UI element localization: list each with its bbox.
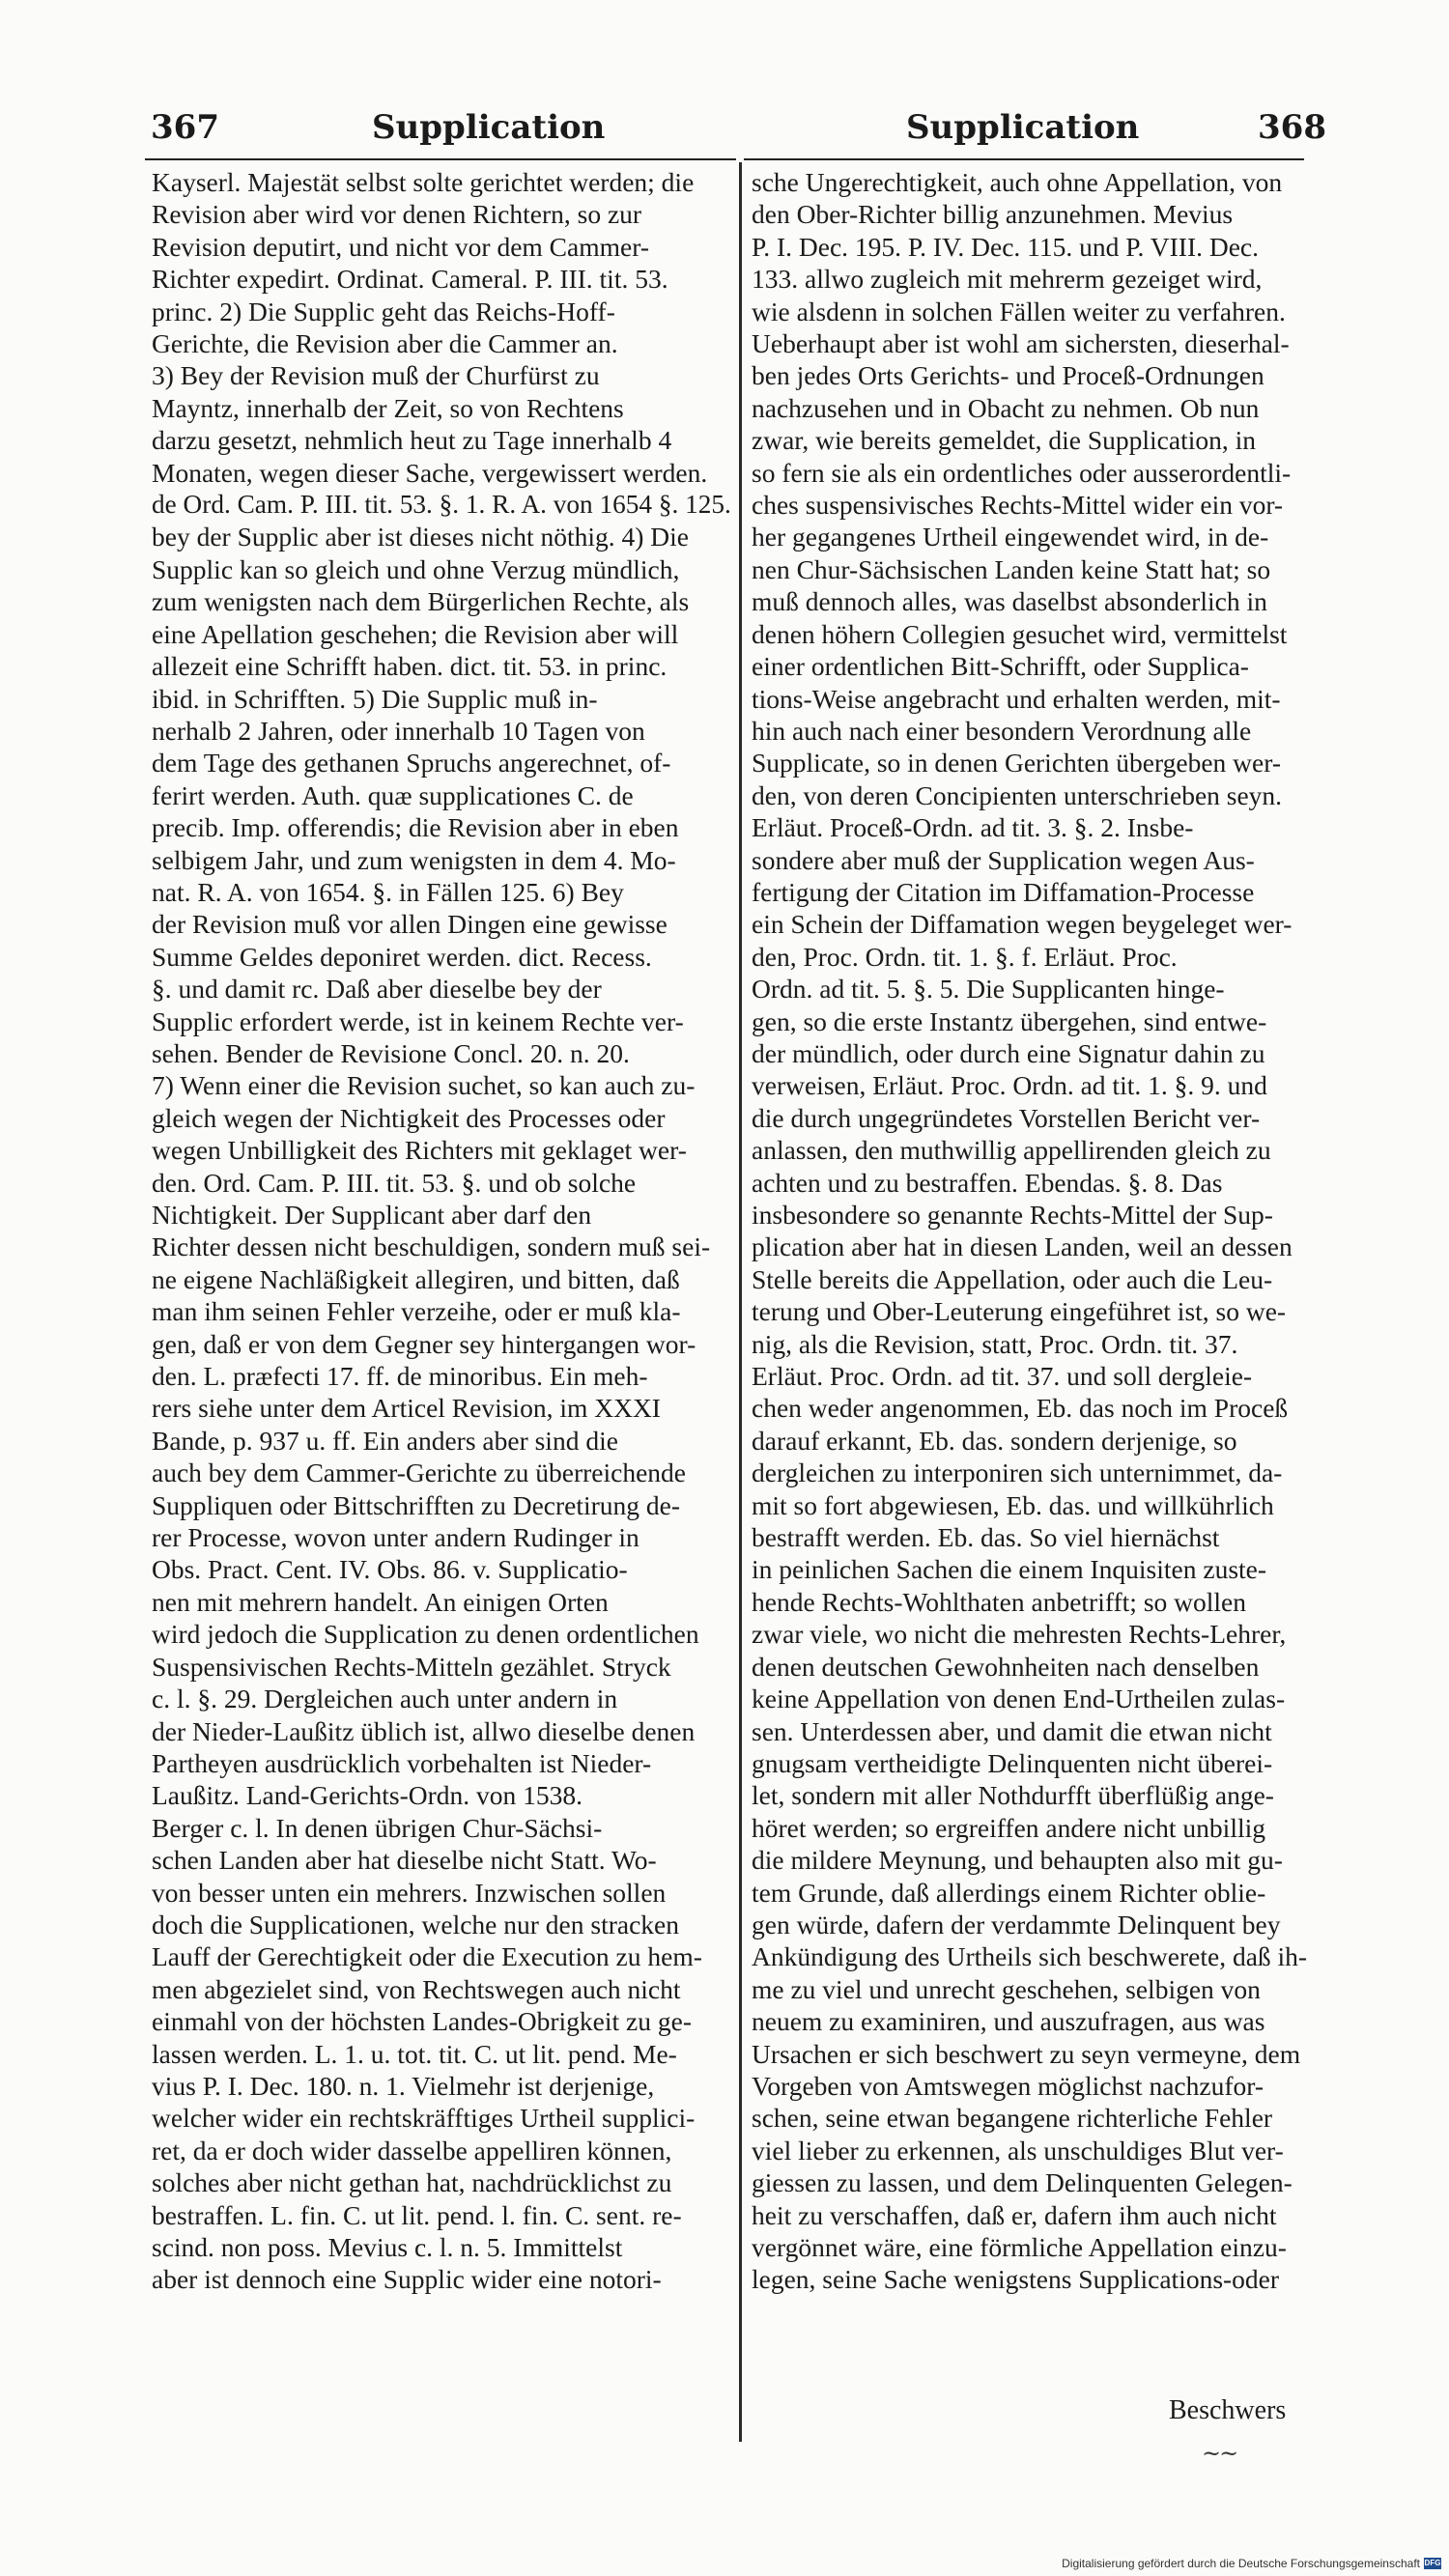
text-line: keine Appellation von denen End-Urtheilen zulas- xyxy=(752,1684,1286,1714)
text-line: denen höhern Collegien gesuchet wird, vermittelst xyxy=(752,618,1288,649)
text-line: nachzusehen und in Obacht zu nehmen. Ob nun xyxy=(752,392,1260,423)
text-line: her gegangenes Urtheil eingewendet wird, in de- xyxy=(752,522,1269,552)
text-line: bey der Supplic aber ist dieses nicht nöthig. 4) Die xyxy=(152,522,689,552)
text-line: mit so fort abgewiesen, Eb. das. und willkührlich xyxy=(752,1489,1274,1520)
text-column-left xyxy=(152,166,731,2296)
text-line: Berger c. l. In denen übrigen Chur-Sächsi- xyxy=(152,1812,603,1843)
text-line: solches aber nicht gethan hat, nachdrücklichst zu xyxy=(152,2167,672,2198)
text-line: c. l. §. 29. Dergleichen auch unter andern in xyxy=(152,1684,618,1714)
text-line: nen Chur-Sächsischen Landen keine Statt hat; so xyxy=(752,553,1271,584)
text-line: gleich wegen der Nichtigkeit des Processes oder xyxy=(152,1102,666,1133)
text-line: zwar, wie bereits gemeldet, die Supplication, in xyxy=(752,425,1257,456)
text-line: nen mit mehrern handelt. An einigen Orten xyxy=(152,1586,609,1617)
text-line: sche Ungerechtigkeit, auch ohne Appellation, von xyxy=(752,167,1283,197)
text-line: 133. allwo zugleich mit mehrerm gezeiget wird, xyxy=(752,264,1263,295)
text-line: Erläut. Proceß-Ordn. ad tit. 3. §. 2. Insbe- xyxy=(752,812,1194,843)
text-line: selbigem Jahr, und zum wenigsten in dem 4. Mo- xyxy=(152,844,676,875)
text-line: der Revision muß vor allen Dingen eine gewisse xyxy=(152,909,668,940)
catchword: Beschwers xyxy=(1169,2395,1287,2425)
text-line: welcher wider ein rechtskräfftiges Urtheil supplici- xyxy=(152,2103,696,2134)
text-line: P. I. Dec. 195. P. IV. Dec. 115. und P. VIII. Dec. xyxy=(752,231,1259,262)
text-line: verweisen, Erläut. Proc. Ordn. ad tit. 1. §. 9. und xyxy=(752,1070,1267,1101)
text-line: bestraffen. L. fin. C. ut lit. pend. l. fin. C. sent. re- xyxy=(152,2199,682,2230)
text-column-right xyxy=(752,166,1312,2296)
text-line: Ueberhaupt aber ist wohl am sichersten, dieserhal- xyxy=(752,328,1290,359)
text-line: ferirt werden. Auth. quæ supplicationes C. de xyxy=(152,779,634,810)
text-line: neuem zu examiniren, und auszufragen, aus was xyxy=(752,2006,1265,2037)
text-line: nerhalb 2 Jahren, oder innerhalb 10 Tagen von xyxy=(152,715,645,746)
text-line: in peinlichen Sachen die einem Inquisiten zuste- xyxy=(752,1554,1267,1585)
text-line: wird jedoch die Supplication zu denen ordentlichen xyxy=(152,1619,699,1650)
text-line: die durch ungegründetes Vorstellen Bericht ver- xyxy=(752,1102,1261,1133)
text-line: eine Apellation geschehen; die Revision aber will xyxy=(152,618,679,649)
text-line: dergleichen zu interponiren sich unternimmet, da- xyxy=(752,1458,1283,1488)
text-line: let, sondern mit aller Nothdurfft überflüßig ange- xyxy=(752,1780,1274,1811)
text-line: Kayserl. Majestät selbst solte gerichtet werden; die xyxy=(152,167,695,197)
text-line: Supplicate, so in denen Gerichten übergeben wer- xyxy=(752,748,1281,778)
text-line: men abgezielet sind, von Rechtswegen auch nicht xyxy=(152,1973,681,2004)
text-line: fertigung der Citation im Diffamation-Processe xyxy=(752,876,1255,907)
text-line: schen Landen aber hat dieselbe nicht Statt. Wo- xyxy=(152,1845,657,1876)
text-line: ches suspensivisches Rechts-Mittel wider ein vor- xyxy=(752,490,1284,521)
text-line: schen, seine etwan begangene richterliche Fehler xyxy=(752,2103,1273,2134)
text-line: viel lieber zu erkennen, als unschuldiges Blut ver- xyxy=(752,2135,1284,2166)
text-line: Revision deputirt, und nicht vor dem Cammer- xyxy=(152,231,649,262)
footer-text: Digitalisierung gefördert durch die Deutsche Forschungsgemeinschaft xyxy=(1062,2557,1420,2570)
text-line: chen weder angenommen, Eb. das noch im Proceß xyxy=(752,1393,1289,1424)
text-line: auch bey dem Cammer-Gerichte zu überreichende xyxy=(152,1458,686,1488)
digitization-footer xyxy=(1062,2557,1441,2570)
text-line: gen würde, dafern der verdammte Delinquent bey xyxy=(752,1909,1281,1939)
text-line: Partheyen ausdrücklich vorbehalten ist Nieder- xyxy=(152,1747,652,1778)
text-line: einer ordentlichen Bitt-Schrifft, oder Supplica- xyxy=(752,651,1249,682)
text-line: precib. Imp. offerendis; die Revision aber in eben xyxy=(152,812,679,843)
text-line: giessen zu lassen, und dem Delinquenten Gelegen- xyxy=(752,2167,1293,2198)
text-line: hin auch nach einer besondern Verordnung alle xyxy=(752,715,1252,746)
text-line: Richter dessen nicht beschuldigen, sondern muß sei- xyxy=(152,1231,711,1262)
text-line: Richter expedirt. Ordinat. Cameral. P. III. tit. 53. xyxy=(152,264,668,295)
text-line: denen deutschen Gewohnheiten nach denselben xyxy=(752,1651,1260,1682)
text-line: wie alsdenn in solchen Fällen weiter zu verfahren. xyxy=(752,296,1286,326)
text-line: anlassen, den muthwillig appellirenden gleich zu xyxy=(752,1135,1271,1166)
column-separator xyxy=(739,162,742,2442)
text-line: aber ist dennoch eine Supplic wider eine notori- xyxy=(152,2264,662,2295)
text-line: den Ober-Richter billig anzunehmen. Mevius xyxy=(752,199,1234,230)
text-line: Stelle bereits die Appellation, oder auch die Leu- xyxy=(752,1263,1273,1294)
text-line: einmahl von der höchsten Landes-Obrigkeit zu ge- xyxy=(152,2006,692,2037)
page-number-right: 368 xyxy=(1258,108,1326,147)
text-line: terung und Ober-Leuterung eingeführet ist, so we- xyxy=(752,1296,1287,1327)
text-line: darauf erkannt, Eb. das. sondern derjenige, so xyxy=(752,1425,1237,1456)
text-line: gnugsam vertheidigte Delinquenten nicht überei- xyxy=(752,1747,1273,1778)
text-line: lassen werden. L. 1. u. tot. tit. C. ut lit. pend. Me- xyxy=(152,2038,677,2069)
text-line: sen. Unterdessen aber, und damit die etwan nicht xyxy=(752,1715,1272,1746)
text-line: vergönnet wäre, eine förmliche Appellation einzu- xyxy=(752,2232,1287,2262)
text-line: Monaten, wegen dieser Sache, vergewissert werden. xyxy=(152,457,708,488)
text-line: bestrafft werden. Eb. das. So viel hiernächst xyxy=(752,1522,1220,1553)
text-line: rers siehe unter dem Articel Revision, im XXXI xyxy=(152,1393,661,1424)
text-line: Erläut. Proc. Ordn. ad tit. 37. und soll dergleie- xyxy=(752,1361,1253,1392)
header-rule-right xyxy=(744,158,1304,160)
text-line: darzu gesetzt, nehmlich heut zu Tage innerhalb 4 xyxy=(152,425,672,456)
text-line: achten und zu bestraffen. Ebendas. §. 8. Das xyxy=(752,1167,1223,1198)
text-line: me zu viel und unrecht geschehen, selbigen von xyxy=(752,1973,1261,2004)
text-line: den, Proc. Ordn. tit. 1. §. f. Erläut. Proc. xyxy=(752,941,1178,972)
text-line: plication aber hat in diesen Landen, weil an dessen xyxy=(752,1231,1293,1262)
text-line: sehen. Bender de Revisione Concl. 20. n. 20. xyxy=(152,1037,630,1068)
text-line: Suspensivischen Rechts-Mitteln gezählet. Stryck xyxy=(152,1651,671,1682)
text-line: hende Rechts-Wohlthaten anbetrifft; so wollen xyxy=(752,1586,1246,1617)
text-line: Supplic kan so gleich und ohne Verzug mündlich, xyxy=(152,553,680,584)
text-line: Ordn. ad tit. 5. §. 5. Die Supplicanten hinge- xyxy=(752,974,1225,1005)
text-line: Ankündigung des Urtheils sich beschwerete, daß ih- xyxy=(752,1941,1308,1972)
text-line: nig, als die Revision, statt, Proc. Ordn. tit. 37. xyxy=(752,1328,1238,1359)
text-line: den. Ord. Cam. P. III. tit. 53. §. und ob solche xyxy=(152,1167,637,1198)
text-line: rer Processe, wovon unter andern Rudinger in xyxy=(152,1522,639,1553)
text-line: scind. non poss. Mevius c. l. n. 5. Immittelst xyxy=(152,2232,623,2262)
text-line: ne eigene Nachläßigkeit allegiren, und bitten, daß xyxy=(152,1263,680,1294)
dfg-logo: DFG xyxy=(1424,2559,1441,2567)
text-line: höret werden; so ergreiffen andere nicht unbillig xyxy=(752,1812,1265,1843)
text-line: muß dennoch alles, was daselbst absonderlich in xyxy=(752,586,1267,617)
text-line: Laußitz. Land-Gerichts-Ordn. von 1538. xyxy=(152,1780,582,1811)
text-line: der Nieder-Laußitz üblich ist, allwo dieselbe denen xyxy=(152,1715,696,1746)
text-line: insbesondere so genannte Rechts-Mittel der Sup- xyxy=(752,1200,1273,1230)
text-line: §. und damit rc. Daß aber dieselbe bey der xyxy=(152,974,602,1005)
text-line: nat. R. A. von 1654. §. in Fällen 125. 6) Bey xyxy=(152,876,624,907)
text-line: von besser unten ein mehrers. Inzwischen sollen xyxy=(152,1877,667,1908)
text-line: Ursachen er sich beschwert zu seyn vermeyne, dem xyxy=(752,2038,1301,2069)
text-line: der mündlich, oder durch eine Signatur dahin zu xyxy=(752,1037,1265,1068)
text-line: heit zu verschaffen, daß er, dafern ihm auch nicht xyxy=(752,2199,1277,2230)
text-line: ret, da er doch wider dasselbe appelliren können, xyxy=(152,2135,672,2166)
text-line: Supplic erfordert werde, ist in keinem Rechte ver- xyxy=(152,1005,684,1036)
text-line: Bande, p. 937 u. ff. Ein anders aber sind die xyxy=(152,1425,618,1456)
text-line: 3) Bey der Revision muß der Churfürst zu xyxy=(152,360,600,391)
text-line: Vorgeben von Amtswegen möglichst nachzufor- xyxy=(752,2070,1264,2101)
text-line: gen, so die erste Instantz übergehen, sind entwe- xyxy=(752,1005,1267,1036)
text-line: princ. 2) Die Supplic geht das Reichs-Hoff- xyxy=(152,296,615,326)
tailpiece-ornament: ~~ xyxy=(1202,2440,1237,2467)
text-line: Nichtigkeit. Der Supplicant aber darf den xyxy=(152,1200,592,1230)
text-line: Suppliquen oder Bittschrifften zu Decretirung de- xyxy=(152,1489,681,1520)
text-line: den, von deren Concipienten unterschrieben seyn. xyxy=(752,779,1283,810)
text-line: man ihm seinen Fehler verzeihe, oder er muß kla- xyxy=(152,1296,681,1327)
text-line: Lauff der Gerechtigkeit oder die Execution zu hem- xyxy=(152,1941,702,1972)
text-line: zum wenigsten nach dem Bürgerlichen Rechte, als xyxy=(152,586,690,617)
running-head-right: Supplication xyxy=(906,108,1140,147)
running-head-left: Supplication xyxy=(372,108,606,147)
text-line: Revision aber wird vor denen Richtern, so zur xyxy=(152,199,642,230)
text-line: doch die Supplicationen, welche nur den stracken xyxy=(152,1909,679,1939)
text-line: ibid. in Schrifften. 5) Die Supplic muß in- xyxy=(152,683,598,714)
text-line: legen, seine Sache wenigstens Supplications-oder xyxy=(752,2264,1280,2295)
text-line: gen, daß er von dem Gegner sey hintergangen wor- xyxy=(152,1328,696,1359)
text-line: Mayntz, innerhalb der Zeit, so von Rechtens xyxy=(152,392,624,423)
text-line: dem Tage des gethanen Spruchs angerechnet, of- xyxy=(152,748,671,778)
text-line: so fern sie als ein ordentliches oder ausserordentli- xyxy=(752,457,1292,488)
text-line: Obs. Pract. Cent. IV. Obs. 86. v. Supplicatio- xyxy=(152,1554,628,1585)
text-line: ben jedes Orts Gerichts- und Proceß-Ordnungen xyxy=(752,360,1264,391)
text-line: Summe Geldes deponiret werden. dict. Recess. xyxy=(152,941,652,972)
text-line: tem Grunde, daß allerdings einem Richter oblie- xyxy=(752,1877,1266,1908)
text-line: Gerichte, die Revision aber die Cammer an. xyxy=(152,328,618,359)
text-line: die mildere Meynung, und behaupten also mit gu- xyxy=(752,1845,1283,1876)
text-line: zwar viele, wo nicht die mehresten Rechts-Lehrer, xyxy=(752,1619,1287,1650)
text-line: wegen Unbilligkeit des Richters mit geklaget wer- xyxy=(152,1135,687,1166)
text-line: allezeit eine Schrifft haben. dict. tit. 53. in princ. xyxy=(152,651,668,682)
page-number-left: 367 xyxy=(151,108,219,147)
text-line: tions-Weise angebracht und erhalten werden, mit- xyxy=(752,683,1281,714)
text-line: sondere aber muß der Supplication wegen Aus- xyxy=(752,844,1255,875)
text-line: ein Schein der Diffamation wegen beygeleget wer- xyxy=(752,909,1293,940)
header-rule-left xyxy=(145,158,736,160)
text-line: vius P. I. Dec. 180. n. 1. Vielmehr ist derjenige, xyxy=(152,2070,655,2101)
text-line: 7) Wenn einer die Revision suchet, so kan auch zu- xyxy=(152,1070,696,1101)
text-line: den. L. præfecti 17. ff. de minoribus. Ein meh- xyxy=(152,1361,648,1392)
text-line: de Ord. Cam. P. III. tit. 53. §. 1. R. A. von 1654 §. 125. xyxy=(152,490,731,520)
